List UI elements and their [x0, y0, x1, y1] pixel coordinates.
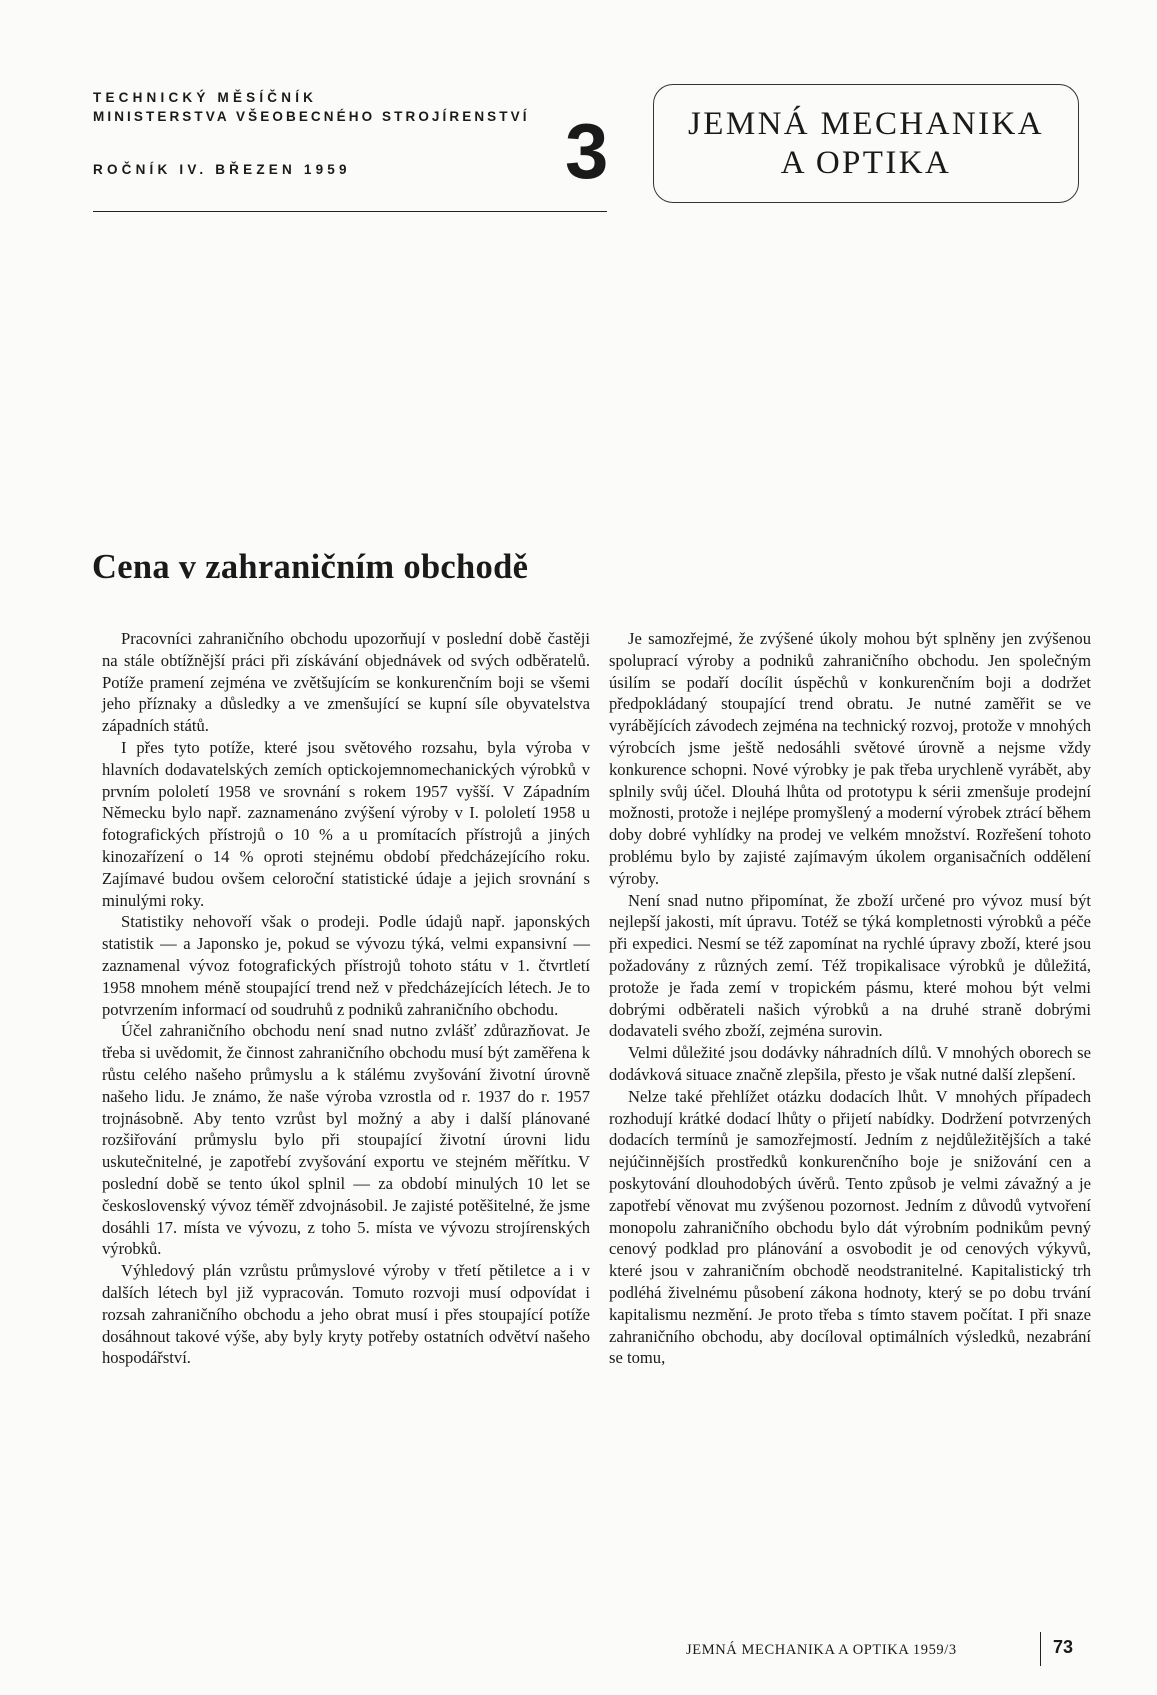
paragraph: Není snad nutno připomínat, že zboží určené pro vývoz musí být nejlepší jakosti, mít úpravu. Totéž se týká kompletnosti výrobků a péče při expedici. Nesmí se též zapomínat na rychlé úpravy zboží, které jsou požadovány z různých zemí. Též tropikalisace výrobků je důležitá, protože je řada zemí v tropickém pásmu, které mohou být velmi dobrými odběrateli našich výrobků a na druhé straně dobrými dodavateli svého zboží, zejména surovin.	[609, 890, 1091, 1041]
paragraph: Výhledový plán vzrůstu průmyslové výroby v třetí pětiletce a i v dalších létech byl již vypracován. Tomuto rozvoji musí odpovídat i rozsah zahraničního obchodu a jeho obrat musí i přes stoupající potíže dosáhnout takové výše, aby byly kryty potřeby ostatních odvětví našeho hospodářství.	[102, 1261, 590, 1368]
footer-divider	[1040, 1632, 1041, 1666]
journal-title-box	[653, 84, 1079, 203]
journal-title-line1: JEMNÁ MECHANIKA	[688, 106, 1044, 142]
masthead	[93, 88, 530, 179]
article-column-right	[609, 628, 1091, 1369]
paragraph: Účel zahraničního obchodu není snad nutno zvlášť zdůrazňovat. Je třeba si uvědomit, že činnost zahraničního obchodu musí být zaměřena k růstu celého našeho průmyslu a k stálému zvyšování životní úrovně našeho lidu. Je známo, že naše výroba vzrostla od r. 1937 do r. 1957 trojnásobně. Aby tento vzrůst byl možný a aby i další plánované rozšiřování průmyslu bylo při stoupající životní úrovni lidu uskutečnitelné, je zapotřebí zvyšování exportu ve stejném měřítku. V poslední době se tento úkol splnil — za období minulých 10 let se československý vývoz téměř zdvojnásobil. Je zajisté potěšitelné, že jsme dosáhli 17. místa ve vývozu, z toho 5. místa ve vývozu strojírenských výrobků.	[102, 1021, 590, 1259]
footer-running-title: JEMNÁ MECHANIKA A OPTIKA 1959/3	[686, 1642, 957, 1658]
masthead-publisher-line2: MINISTERSTVA VŠEOBECNÉHO STROJÍRENSTVÍ	[93, 109, 530, 124]
issue-number: 3	[565, 107, 609, 195]
paragraph: Nelze také přehlížet otázku dodacích lhůt. V mnohých případech rozhodují krátké dodací lhůty o přijetí nabídky. Dodržení potvrzených dodacích termínů je samozřejmostí. Jedním z nejdůležitějších a také nejúčinnějších prostředků konkurenčního boje je snižování cen a poskytování dlouhodobých úvěrů. Tento způsob je velmi závažný a je zapotřebí věnovat mu zvýšenou pozornost. Jedním z důvodů vytvoření monopolu zahraničního obchodu bylo dát výrobním podnikům pevný cenový podklad pro plánování a osvobodit je od cenových výkyvů, které jsou v zahraničním obchodě neodstranitelné. Kapitalistický trh podléhá živelnému působení zákona hodnoty, který se po dobu trvání kapitalismu nezmění. Je proto třeba s tímto stavem počítat. I při snaze zahraničního obchodu, aby docíloval optimálních výsledků, nezabrání se tomu,	[609, 1086, 1091, 1368]
journal-title-line2: A OPTIKA	[780, 145, 952, 181]
masthead-volume-date: ROČNÍK IV. BŘEZEN 1959	[93, 162, 351, 177]
paragraph: Velmi důležité jsou dodávky náhradních dílů. V mnohých oborech se dodávková situace značně zlepšila, přesto je však nutné další zlepšení.	[609, 1043, 1091, 1084]
masthead-divider	[93, 211, 607, 212]
paragraph: Statistiky nehovoří však o prodeji. Podle údajů např. japonských statistik — a Japonsko je, pokud se vývozu týká, velmi expansivní — zaznamenal vývoz fotografických přístrojů tohoto státu v 1. čtvrtletí 1958 mnohem méně stoupající trend než v předcházejících létech. Je to potvrzením informací od soudruhů z podniků zahraničního obchodu.	[102, 912, 590, 1019]
article-column-left	[102, 628, 590, 1369]
masthead-publisher-line1: TECHNICKÝ MĚSÍČNÍK	[93, 90, 318, 105]
article-title: Cena v zahraničním obchodě	[92, 548, 529, 586]
paragraph: I přes tyto potíže, které jsou světového rozsahu, byla výroba v hlavních dodavatelských zemích optickojemnomechanických výrobků v prvním pololetí 1958 ve srovnání s rokem 1957 vyšší. V Západním Německu bylo např. zaznamenáno zvýšení výroby v I. pololetí 1958 u fotografických přístrojů o 10 % a u promítacích přístrojů a jiných kinozařízení o 14 % oproti stejnému období předcházejícího roku. Zajímavé budou ovšem celoroční statistické údaje a jejich srovnání s minulými roky.	[102, 737, 590, 910]
paragraph: Je samozřejmé, že zvýšené úkoly mohou být splněny jen zvýšenou spoluprací výroby a podniků zahraničního obchodu. Jen společným úsilím se podaří docílit úspěchů v konkurenčním boji a dodržet předpokládaný stoupající trend obratu. Je nutné zaměřit se ve vyrábějících závodech zejména na technický rozvoj, protože v mnohých výrobcích jsme ještě nedosáhli světové úrovně a nejsme vždy konkurence schopni. Nové výrobky je pak třeba urychleně vyrábět, aby splnily svůj účel. Dlouhá lhůta od prototypu k sérii zmenšuje prodejní možnosti, protože i nejlépe promyšlený a moderní výrobek ztrácí během doby dobré vyhlídky na prodej ve velkém množství. Rozřešení tohoto problému bylo by zajisté zajímavým úkolem organisačních oddělení výroby.	[609, 629, 1091, 888]
page-number: 73	[1053, 1637, 1074, 1657]
paragraph: Pracovníci zahraničního obchodu upozorňují v poslední době častěji na stále obtížnější práci při získávání objednávek od svých odběratelů. Potíže pramení zejména ve zvětšujícím se konkurenčním boji se všemi jeho příznaky a důsledky a ve zmenšující se kupní síle obyvatelstva západních států.	[102, 629, 590, 736]
